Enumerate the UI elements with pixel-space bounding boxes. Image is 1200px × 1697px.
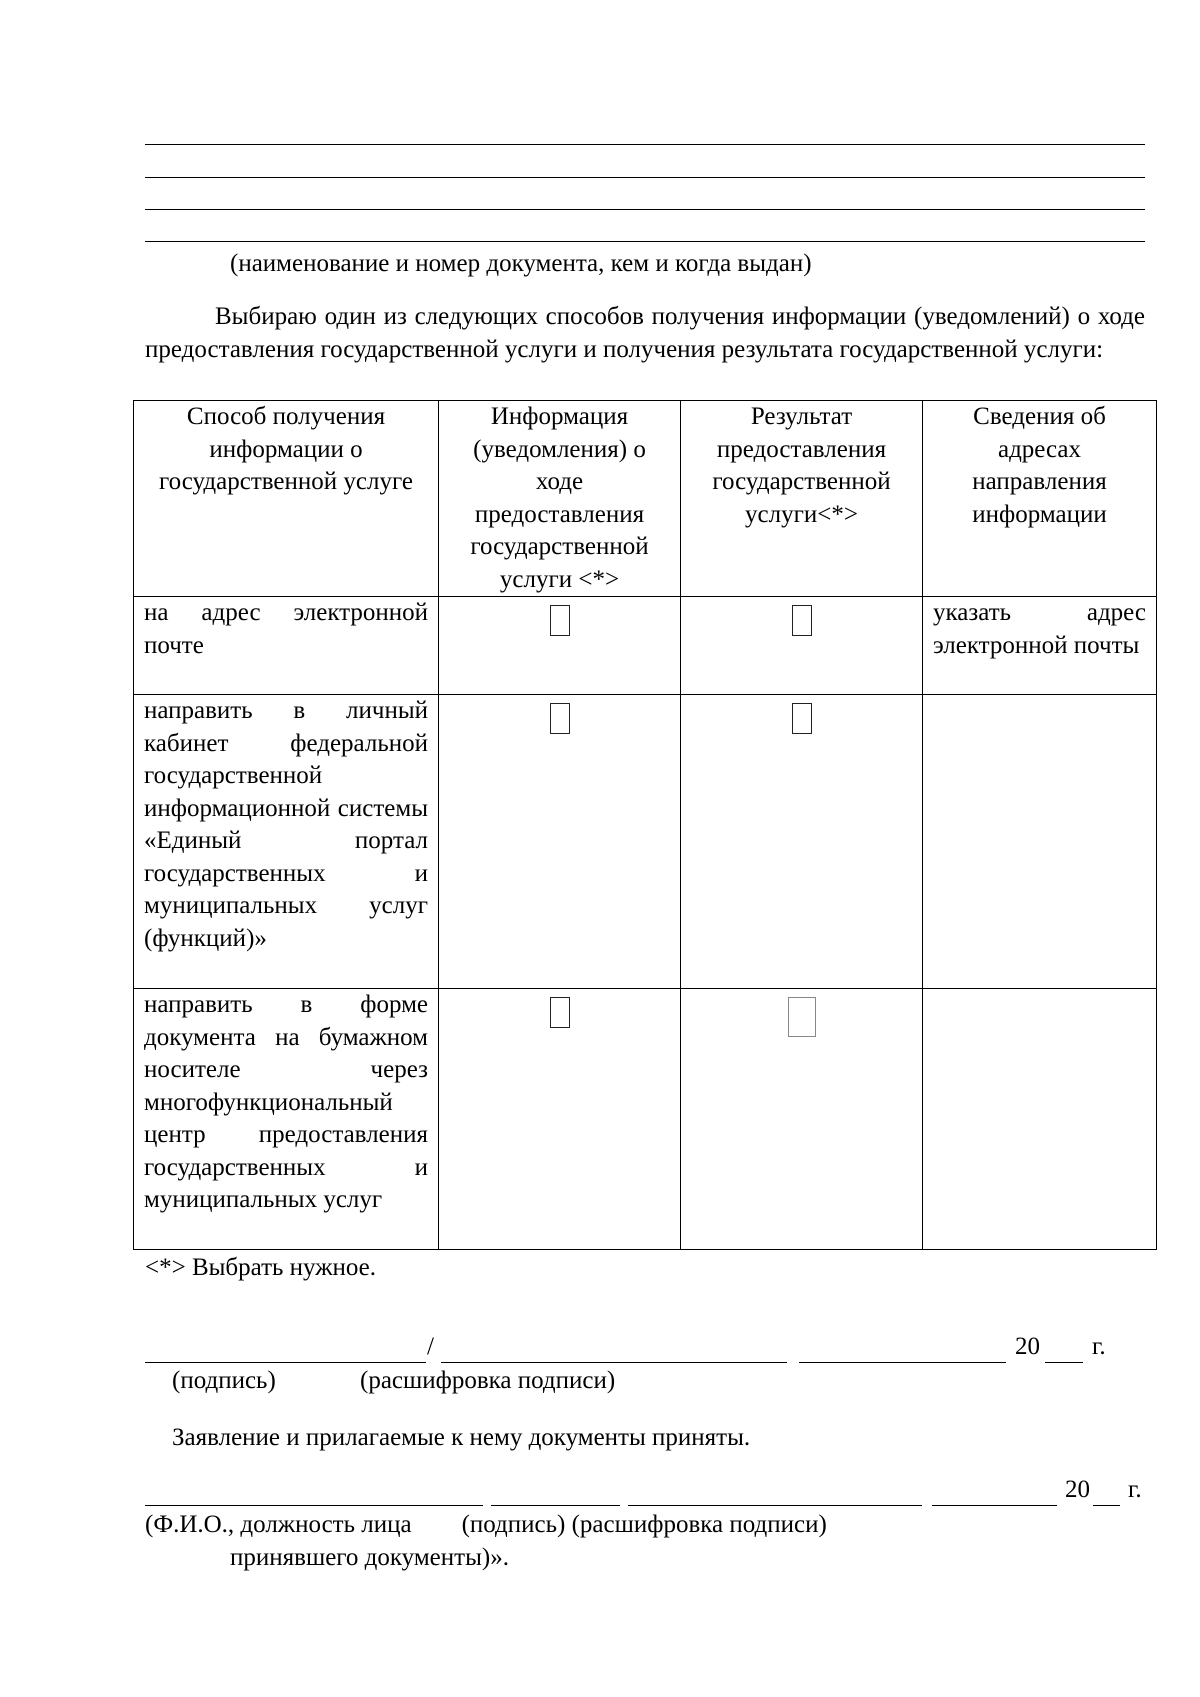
checkbox-result-paper[interactable] [788, 997, 816, 1037]
table-row [134, 695, 1157, 989]
signature-line[interactable] [145, 1362, 426, 1363]
blank-line [145, 177, 1145, 178]
method-portal: направить в личный кабинет федеральной государственной информационной системы «Единый портал государственных и муниципальных услуг (функций)» [134, 695, 439, 989]
header-method: Способ получения информации о государственной услуге [134, 401, 439, 597]
table-row [134, 989, 1157, 1250]
label-signature: (подпись) [172, 1367, 276, 1394]
header-notifications: Информация (уведомления) о ходе предоставления государственной услуги <*> [439, 401, 681, 597]
delivery-method-table [133, 400, 1157, 1250]
address-email[interactable]: указать адрес электронной почты [923, 597, 1157, 695]
officer-year-line[interactable] [1093, 1505, 1120, 1506]
table-row [134, 597, 1157, 695]
document-caption: (наименование и номер документа, кем и когда выдан) [230, 250, 812, 277]
intro-paragraph [145, 301, 1145, 366]
officer-year-suffix: г. [1128, 1476, 1142, 1503]
address-portal[interactable] [923, 695, 1157, 989]
date-line[interactable] [799, 1362, 1006, 1363]
label-signature-decoding: (расшифровка подписи) [360, 1367, 616, 1394]
method-email: на адрес электронной почте [134, 597, 439, 695]
table-header-row [134, 401, 1157, 597]
header-result: Результат предоставления государственной услуги<*> [681, 401, 923, 597]
officer-signature-line[interactable] [491, 1505, 620, 1506]
officer-name-line[interactable] [145, 1505, 483, 1506]
header-address: Сведения об адресах направления информации [923, 401, 1157, 597]
intro-text: Выбираю один из следующих способов получения информации (уведомлений) о ходе предоставления государственной услуги и получения результата государственной услуги: [145, 303, 1145, 363]
checkbox-result-email[interactable] [792, 605, 812, 636]
officer-date-line[interactable] [932, 1505, 1057, 1506]
officer-decoding-line[interactable] [628, 1505, 922, 1506]
checkbox-notifications-portal[interactable] [550, 703, 570, 734]
year-line[interactable] [1045, 1362, 1083, 1363]
officer-labels-continued: принявшего документы)». [230, 1544, 509, 1571]
blank-line [145, 144, 1145, 145]
blank-line [145, 241, 1145, 242]
officer-labels: (Ф.И.О., должность лица (подпись) (расшифровка подписи) [145, 1511, 827, 1538]
officer-year-prefix: 20 [1065, 1476, 1090, 1503]
blank-line [145, 209, 1145, 210]
checkbox-notifications-email[interactable] [550, 605, 570, 636]
year-suffix: г. [1092, 1333, 1106, 1360]
method-paper-mfc: направить в форме документа на бумажном носителе через многофункциональный центр предоставления государственных и муниципальных услуг [134, 989, 439, 1250]
address-paper[interactable] [923, 989, 1157, 1250]
signature-decoding-line[interactable] [441, 1362, 787, 1363]
checkbox-result-portal[interactable] [792, 703, 812, 734]
footnote: <*> Выбрать нужное. [145, 1254, 377, 1281]
signature-separator: / [427, 1333, 434, 1360]
checkbox-notifications-paper[interactable] [550, 997, 570, 1028]
accepted-statement: Заявление и прилагаемые к нему документы приняты. [172, 1424, 751, 1451]
year-prefix: 20 [1015, 1333, 1040, 1360]
